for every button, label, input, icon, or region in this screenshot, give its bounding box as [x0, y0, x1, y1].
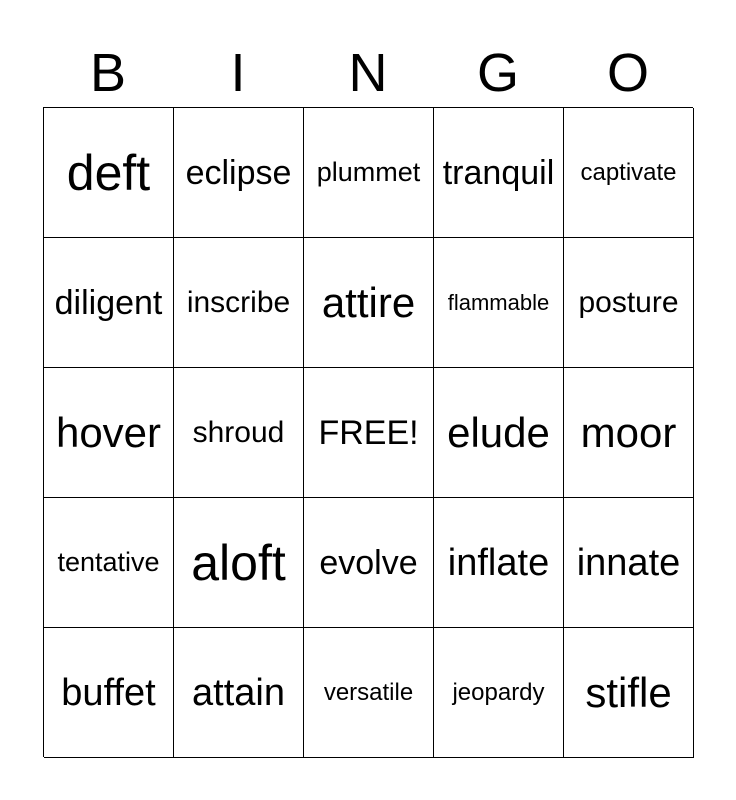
cell-word: aloft [191, 534, 286, 591]
free-space-cell[interactable] [304, 368, 434, 498]
cell-word: inflate [447, 541, 550, 584]
bingo-cell[interactable] [174, 628, 304, 758]
header-letter-o: O [606, 43, 649, 103]
bingo-cell[interactable] [44, 108, 174, 238]
header-letter-g: G [476, 43, 519, 103]
bingo-cell[interactable] [44, 498, 174, 628]
cell-word: versatile [323, 678, 414, 706]
cell-word: hover [55, 408, 162, 456]
cell-word: plummet [316, 157, 421, 187]
cell-word: inscribe [186, 285, 291, 319]
bingo-cell[interactable] [304, 108, 434, 238]
bingo-cell[interactable] [174, 238, 304, 368]
bingo-cell[interactable] [44, 628, 174, 758]
cell-word: tranquil [442, 153, 555, 192]
cell-word: innate [576, 541, 681, 584]
cell-word: posture [578, 285, 679, 319]
bingo-cell[interactable] [564, 238, 694, 368]
bingo-board [43, 107, 693, 757]
bingo-cell[interactable] [174, 108, 304, 238]
cell-word: shroud [192, 415, 285, 449]
bingo-cell[interactable] [304, 498, 434, 628]
cell-word: captivate [580, 158, 677, 186]
bingo-cell[interactable] [44, 238, 174, 368]
cell-word: attain [192, 671, 285, 714]
bingo-cell[interactable] [174, 498, 304, 628]
cell-word: diligent [54, 283, 163, 322]
cell-word: stifle [585, 668, 672, 716]
header-letter-i: I [230, 43, 246, 103]
bingo-cell[interactable] [564, 498, 694, 628]
cell-word: flammable [447, 289, 550, 315]
cell-word: eclipse [185, 153, 292, 192]
bingo-cell[interactable] [434, 108, 564, 238]
bingo-cell[interactable] [434, 368, 564, 498]
cell-word: tentative [57, 547, 160, 577]
bingo-cell[interactable] [304, 238, 434, 368]
header-letter-b: B [89, 43, 127, 103]
cell-word: evolve [319, 543, 418, 582]
cell-word: moor [580, 408, 677, 456]
free-space-label: FREE! [318, 413, 419, 452]
bingo-header [43, 38, 693, 108]
cell-word: attire [321, 278, 416, 326]
cell-word: elude [447, 408, 550, 456]
bingo-cell[interactable] [174, 368, 304, 498]
bingo-cell[interactable] [564, 108, 694, 238]
cell-word: buffet [61, 671, 156, 714]
bingo-cell[interactable] [564, 368, 694, 498]
bingo-cell[interactable] [304, 628, 434, 758]
bingo-cell[interactable] [44, 368, 174, 498]
header-letter-n: N [348, 43, 388, 103]
cell-word: jeopardy [452, 678, 545, 706]
bingo-cell[interactable] [434, 498, 564, 628]
cell-word: deft [66, 144, 151, 201]
bingo-cell[interactable] [434, 628, 564, 758]
bingo-cell[interactable] [564, 628, 694, 758]
bingo-cell[interactable] [434, 238, 564, 368]
